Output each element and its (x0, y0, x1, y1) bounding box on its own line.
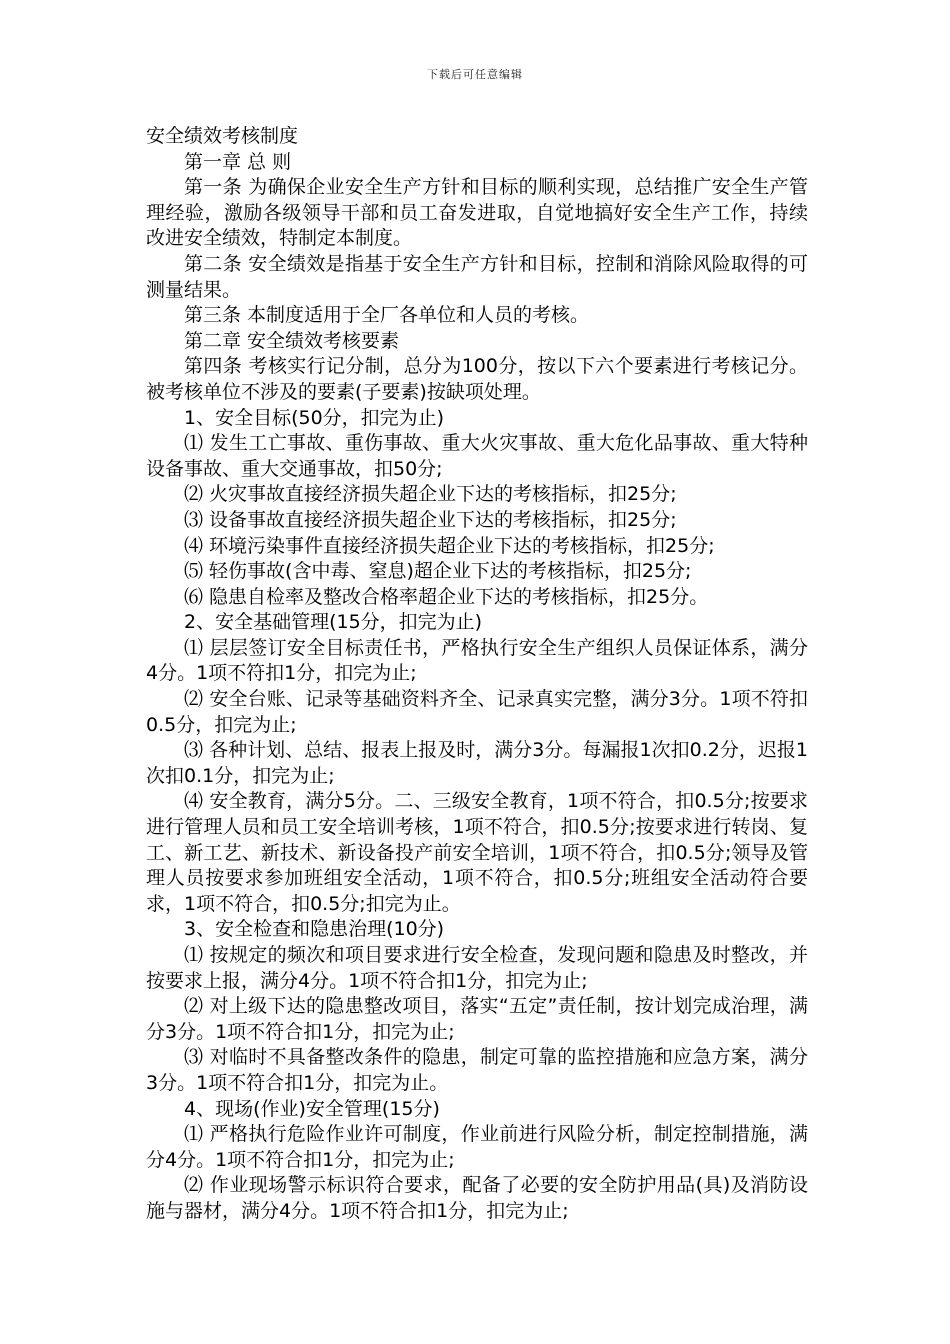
list-item: ⑴ 发生工亡事故、重伤事故、重大火灾事故、重大危化品事故、重大特种设备事故、重大交通事故，扣50分; (146, 432, 808, 480)
list-item: ⑴ 严格执行危险作业许可制度，作业前进行风险分析，制定控制措施，满分4分。1项不符合扣1分，扣完为止; (146, 1123, 808, 1171)
section-heading: 4、现场(作业)安全管理(15分) (184, 1097, 440, 1120)
list-item: ⑵ 对上级下达的隐患整改项目，落实“五定”责任制，按计划完成治理，满分3分。1项不符合扣1分，扣完为止; (146, 995, 808, 1043)
list-item: ⑶ 对临时不具备整改条件的隐患，制定可靠的监控措施和应急方案，满分3分。1项不符合扣1分，扣完为止。 (146, 1046, 808, 1094)
list-item: ⑸ 轻伤事故(含中毒、窒息)超企业下达的考核指标，扣25分; (184, 560, 692, 583)
document-title: 安全绩效考核制度 (146, 125, 299, 147)
list-item: ⑷ 安全教育，满分5分。二、三级安全教育，1项不符合，扣0.5分;按要求进行管理人员和员工安全培训考核，1项不符合，扣0.5分;按要求进行转岗、复工、新工艺、新技术、新设备投产前安全培训，1项不符合，扣0.5分;领导及管理人员按要求参加班组安全活动，1项不符合，扣0.5分;班组安全活动符合要求，1项不符合，扣0.5分;扣完为止。 (146, 790, 808, 915)
list-item: ⑴ 按规定的频次和项目要求进行安全检查，发现问题和隐患及时整改，并按要求上报，满分4分。1项不符合扣1分，扣完为止; (146, 944, 808, 992)
chapter-heading: 第一章 总 则 (184, 150, 292, 173)
list-item: ⑵ 作业现场警示标识符合要求，配备了必要的安全防护用品(具)及消防设施与器材，满分4分。1项不符合扣1分，扣完为止; (146, 1174, 808, 1222)
list-item: ⑶ 设备事故直接经济损失超企业下达的考核指标，扣25分; (184, 508, 677, 531)
article-paragraph: 第三条 本制度适用于全厂各单位和人员的考核。 (184, 304, 590, 327)
list-item: ⑷ 环境污染事件直接经济损失超企业下达的考核指标，扣25分; (184, 534, 715, 557)
section-heading: 3、安全检查和隐患治理(10分) (184, 918, 445, 941)
article-paragraph: 第二条 安全绩效是指基于安全生产方针和目标，控制和消除风险取得的可测量结果。 (146, 252, 808, 301)
list-item: ⑵ 火灾事故直接经济损失超企业下达的考核指标，扣25分; (184, 483, 677, 506)
section-heading: 2、安全基础管理(15分，扣完为止) (184, 611, 483, 634)
article-paragraph: 第四条 考核实行记分制，总分为100分，按以下六个要素进行考核记分。被考核单位不涉及的要素(子要素)按缺项处理。 (146, 355, 808, 403)
list-item: ⑶ 各种计划、总结、报表上报及时，满分3分。每漏报1次扣0.2分，迟报1次扣0.1分，扣完为止; (146, 739, 808, 787)
chapter-heading: 第二章 安全绩效考核要素 (184, 329, 400, 352)
document-body (146, 124, 808, 1225)
page-header: 下载后可任意编辑 (427, 68, 523, 81)
list-item: ⑹ 隐患自检率及整改合格率超企业下达的考核指标，扣25分。 (184, 585, 709, 608)
list-item: ⑴ 层层签订安全目标责任书，严格执行安全生产组织人员保证体系，满分4分。1项不符扣1分，扣完为止; (146, 636, 808, 685)
list-item: ⑵ 安全台账、记录等基础资料齐全、记录真实完整，满分3分。1项不符扣0.5分，扣完为止; (146, 688, 808, 736)
article-paragraph: 第一条 为确保企业安全生产方针和目标的顺利实现，总结推广安全生产管理经验，激励各级领导干部和员工奋发进取，自觉地搞好安全生产工作，持续改进安全绩效，特制定本制度。 (146, 176, 808, 250)
section-heading: 1、安全目标(50分，扣完为止) (184, 406, 445, 429)
